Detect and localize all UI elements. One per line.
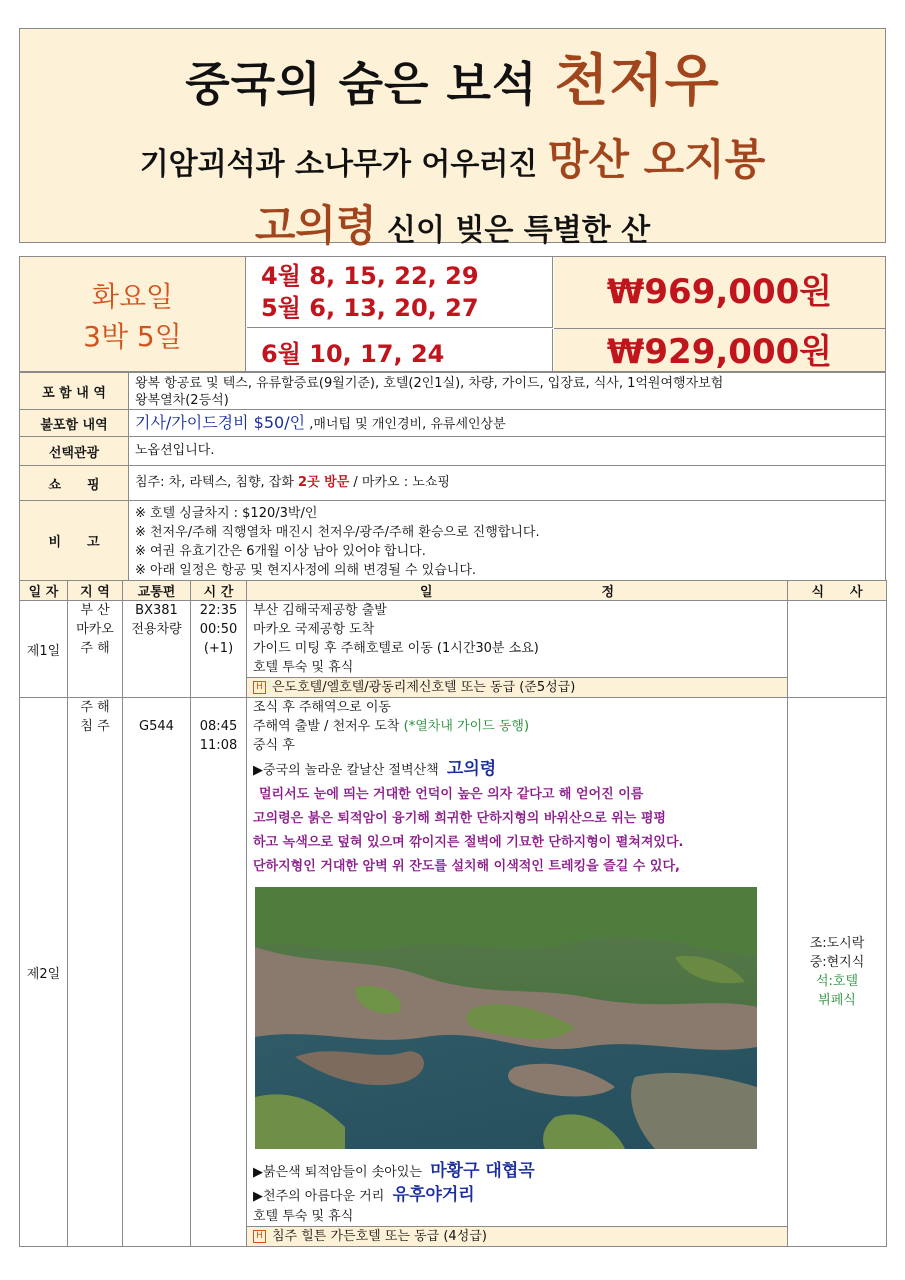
exclude-value (135, 410, 879, 436)
day1-label: 제1일 (20, 601, 68, 698)
spot-description: 고의령은 붉은 퇴적암이 융기해 희귀한 단하지형의 바위산으로 위는 평평 (253, 811, 666, 826)
dates-group-b: 6월 10, 17, 24 (247, 329, 553, 371)
shopping-macau: / 마카오 : 노쇼핑 (353, 475, 450, 490)
spot-street (247, 1183, 787, 1207)
schedule-line: 호텔 투숙 및 휴식 (253, 1209, 354, 1224)
subtitle-highlight: 망산 오지봉 (547, 135, 766, 184)
price-a: ₩969,000원 (554, 257, 885, 329)
spot-name: 고의령 (446, 759, 497, 779)
time: 08:45 (199, 719, 238, 734)
guide-fee: 기사/가이드경비 $50/인 (135, 413, 306, 432)
schedule-line: 호텔 투숙 및 휴식 (253, 660, 354, 675)
exclude-label: 불포함 내역 (20, 410, 129, 436)
hotel-icon: H (253, 681, 266, 694)
schedule-line: 중식 후 (253, 738, 295, 753)
spot-intro: ▶천주의 아름다운 거리 (253, 1189, 385, 1204)
spot-intro: ▶붉은색 퇴적암들이 솟아있는 (253, 1165, 422, 1180)
day2-meals (788, 698, 887, 1247)
price-b: ₩929,000원 (554, 329, 885, 371)
day2-label: 제2일 (20, 698, 68, 1247)
include-row (19, 372, 886, 410)
day2-transport (123, 698, 191, 1247)
day1-schedule (247, 601, 788, 698)
include-line-2: 왕복열차(2등석) (135, 393, 229, 408)
title-banner (19, 28, 886, 250)
day2-regions (68, 698, 123, 1247)
train-number: G544 (139, 719, 174, 734)
meal-breakfast: 조:도시락 (809, 936, 865, 951)
time: (+1) (203, 641, 234, 656)
spot-guyiling (247, 755, 787, 783)
spot-intro: ▶중국의 놀라운 칼날산 절벽산책 (253, 763, 439, 778)
title-line-2 (20, 127, 885, 187)
col-schedule: 일 정 (247, 581, 788, 601)
spot-mahuanggu (247, 1159, 787, 1183)
notes-label: 비 고 (20, 501, 129, 580)
day2-schedule (247, 698, 788, 1247)
shopping-items: 침주: 차, 라텍스, 침향, 잡화 (135, 475, 294, 490)
day2-times (191, 698, 247, 1247)
region: 침 주 (80, 719, 110, 734)
option-row (19, 436, 886, 466)
itinerary-table (19, 580, 887, 1247)
schedule-line: 조식 후 주해역으로 이동 (253, 700, 391, 715)
day1-transport (123, 601, 191, 698)
day1-times (191, 601, 247, 698)
shopping-label: 쇼 핑 (20, 466, 129, 500)
time: 11:08 (199, 738, 238, 753)
hotel-icon: H (253, 1230, 266, 1243)
subtitle-text: 기암괴석과 소나무가 어우러진 (139, 147, 538, 182)
landscape-photo (255, 887, 757, 1149)
title-text: 중국의 숨은 보석 (185, 57, 538, 111)
title-highlight: 천저우 (554, 49, 720, 114)
day1-regions (68, 601, 123, 698)
price-table (19, 256, 886, 372)
schedule-line: 부산 김해국제공항 출발 (253, 603, 387, 618)
exclude-row (19, 409, 886, 437)
dates-april: 4월 8, 15, 22, 29 (261, 262, 479, 290)
region: 주 해 (80, 641, 110, 656)
spot-description: 멀리서도 눈에 띄는 거대한 언덕이 높은 의자 같다고 해 얻어진 이름 (259, 787, 644, 802)
subtitle2-highlight: 고의령 (254, 201, 377, 250)
region: 부 산 (80, 603, 110, 618)
departure-day: 화요일 (91, 280, 174, 313)
option-value: 노옵션입니다. (135, 443, 215, 458)
note-single-charge: ※ 호텔 싱글차지 : $120/3박/인 (135, 506, 318, 521)
dates-may: 5월 6, 13, 20, 27 (261, 294, 479, 322)
day1-hotel (247, 677, 787, 697)
shopping-visits: 2곳 방문 (298, 475, 350, 490)
title-line-3 (20, 193, 885, 253)
region: 마카오 (76, 622, 114, 637)
time: 22:35 (199, 603, 238, 618)
title-line-1 (20, 37, 885, 117)
note-passport: ※ 여권 유효기간은 6개월 이상 남아 있어야 합니다. (135, 544, 426, 559)
schedule-line: 마카오 국제공항 도착 (253, 622, 375, 637)
spot-description: 하고 녹색으로 덮혀 있으며 깎이지른 절벽에 기묘한 단하지형이 펼쳐져있다. (253, 835, 684, 850)
spot-description: 단하지형인 거대한 암벽 위 잔도를 설치해 이색적인 트레킹을 즐길 수 있다, (253, 859, 680, 874)
day1-meals (788, 601, 887, 698)
flight-number: BX381 (135, 603, 178, 618)
exclude-rest: ,매너팁 및 개인경비, 유류세인상분 (309, 417, 506, 432)
option-label: 선택관광 (20, 437, 129, 465)
meal-lunch: 중:현지식 (809, 955, 865, 970)
col-time: 시 간 (191, 581, 247, 601)
meal-dinner: 석:호텔 (815, 974, 859, 989)
shopping-value (135, 466, 879, 500)
itinerary-header (20, 581, 887, 601)
region: 주 해 (80, 700, 110, 715)
schedule-line (247, 717, 787, 736)
transport-type: 전용차량 (131, 622, 182, 637)
notes-value (135, 501, 879, 580)
shopping-row (19, 465, 886, 501)
notes-row (19, 500, 886, 581)
include-line-1: 왕복 항공료 및 텍스, 유류할증료(9월기준), 호텔(2인1실), 차량, 가이드, 입장료, 식사, 1억원여행자보험 (135, 376, 724, 391)
day1-row (20, 601, 887, 698)
col-transport: 교통편 (123, 581, 191, 601)
spot-name: 마황구 대협곡 (430, 1161, 535, 1181)
guide-note: (*열차내 가이드 동행) (403, 719, 530, 734)
day2-row (20, 698, 887, 1247)
time: 00:50 (199, 622, 238, 637)
note-schedule-change: ※ 아래 일정은 항공 및 현지사정에 의해 변경될 수 있습니다. (135, 563, 477, 578)
include-value (135, 373, 879, 409)
col-region: 지 역 (68, 581, 123, 601)
day2-hotel (247, 1226, 787, 1246)
departure-info (20, 257, 246, 371)
note-train: ※ 천저우/주해 직행열차 매진시 천저우/광주/주해 환승으로 진행합니다. (135, 525, 540, 540)
hotel-name: 은도호텔/엘호텔/광동리제신호텔 또는 동급 (준5성급) (272, 680, 576, 695)
col-meals: 식 사 (788, 581, 887, 601)
trip-duration: 3박 5일 (83, 320, 182, 353)
train-arrival: 주해역 출발 / 천저우 도착 (253, 719, 400, 734)
col-day: 일 자 (20, 581, 68, 601)
spot-name: 유후야거리 (392, 1185, 475, 1205)
hotel-name: 침주 힐튼 가든호텔 또는 동급 (4성급) (272, 1229, 487, 1244)
schedule-line: 가이드 미팅 후 주해호텔로 이동 (1시간30분 소요) (253, 641, 539, 656)
dates-group-a (247, 257, 553, 328)
subtitle2-text: 신이 빚은 특별한 산 (386, 213, 651, 248)
meal-dinner-type: 뷔페식 (818, 993, 856, 1008)
include-label: 포 함 내 역 (20, 373, 129, 409)
